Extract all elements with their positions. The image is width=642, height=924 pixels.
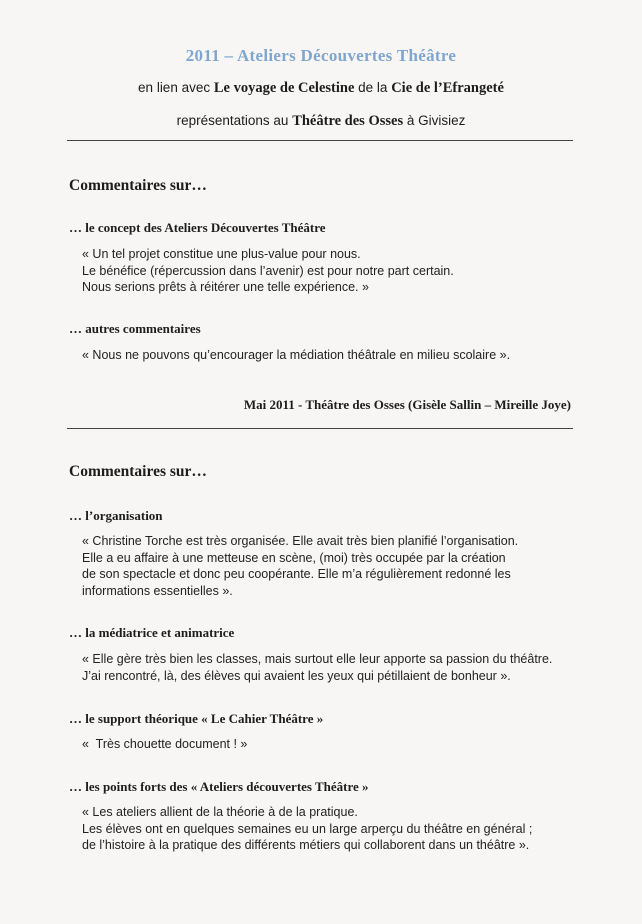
production-prefix: en lien avec [138, 80, 214, 95]
section1-item2-quote: « Nous ne pouvons qu’encourager la médiation théâtrale en milieu scolaire ». [82, 348, 511, 362]
venue-suffix: à Givisiez [403, 113, 466, 128]
section2-heading: Commentaires sur… [69, 463, 207, 480]
section1-item1-heading: … le concept des Ateliers Découvertes Théâtre [69, 220, 326, 235]
section2-item4-quote: « Les ateliers allient de la théorie à de la pratique. Les élèves ont en quelques semaines eu un large arperçu du théâtre en général ; de l’histoire à la pratique des différents métiers qui collaborent dans un théâtre ». [82, 805, 533, 853]
section2-item3-quote: « Très chouette document ! » [82, 737, 248, 751]
section2-item2-heading: … la médiatrice et animatrice [69, 625, 235, 640]
divider-top [67, 140, 573, 141]
section2-item1-heading: … l’organisation [69, 508, 163, 523]
document-title: 2011 – Ateliers Découvertes Théâtre [185, 46, 457, 65]
venue-prefix: représentations au [176, 113, 293, 128]
section1-item2-heading: … autres commentaires [69, 321, 201, 336]
section2-item1-quote: « Christine Torche est très organisée. Elle avait très bien planifié l’organisation. Elle a eu affaire à une metteuse en scène, (moi) très occupée par la création de son spectacle et donc peu coopérante. Elle m’a régulièrement redonné les informations essentielles ». [82, 534, 519, 598]
company-name: Cie de l’Efrangeté [391, 80, 504, 96]
venue-name: Théâtre des Osses [292, 113, 404, 129]
signature: Mai 2011 - Théâtre des Osses (Gisèle Sallin – Mireille Joye) [243, 397, 571, 412]
section1-heading: Commentaires sur… [69, 177, 207, 194]
production-line [0, 80, 642, 97]
venue-line [0, 113, 642, 130]
play-title: Le voyage de Celestine [213, 80, 355, 96]
divider-middle [67, 428, 573, 429]
production-mid: de la [354, 80, 392, 95]
section2-item4-heading: … les points forts des « Ateliers découvertes Théâtre » [69, 779, 369, 794]
section2-item2-quote: « Elle gère très bien les classes, mais surtout elle leur apporte sa passion du théâtre. J’ai rencontré, là, des élèves qui avaient les yeux qui pétillaient de bonheur ». [82, 652, 553, 683]
section1-item1-quote: « Un tel projet constitue une plus-value pour nous. Le bénéfice (répercussion dans l’avenir) est pour notre part certain. Nous serions prêts à réitérer une telle expérience. » [82, 247, 454, 295]
section2-item3-heading: … le support théorique « Le Cahier Théâtre » [69, 711, 324, 726]
